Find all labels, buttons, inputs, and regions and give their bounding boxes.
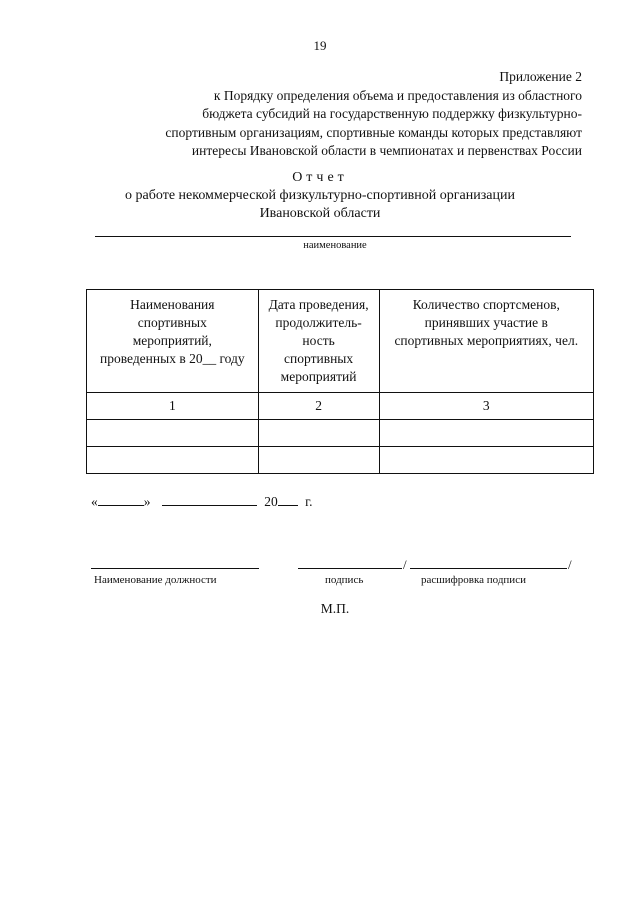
column-number: 2 (258, 393, 379, 420)
appendix-line: к Порядку определения объема и предоставления из областного (213, 87, 582, 103)
organization-name-line[interactable] (95, 236, 571, 237)
table-cell-input[interactable] (87, 447, 259, 474)
month-blank[interactable] (162, 493, 257, 506)
date-field (91, 493, 313, 510)
slash-left: / (403, 557, 407, 572)
appendix-line: спортивным организациям, спортивные команды которых представляют (165, 124, 582, 140)
signature-caption: подпись (325, 574, 364, 586)
appendix-line: бюджета субсидий на государственную поддержку физкультурно- (202, 106, 582, 121)
header-cell-date: Дата проведения, продолжитель- ность спортивных мероприятий (258, 290, 379, 393)
slash-right: / (568, 557, 572, 572)
table-row (87, 420, 594, 447)
date-close-quote: » (143, 494, 151, 509)
events-table (86, 289, 594, 474)
appendix-line: интересы Ивановской области в чемпионатах и первенствах России (191, 143, 582, 158)
table-row (87, 447, 594, 474)
date-open-quote: « (91, 494, 98, 509)
page-number: 19 (313, 38, 327, 53)
column-number: 1 (87, 393, 259, 420)
position-caption: Наименование должности (94, 574, 217, 586)
appendix-header (112, 68, 582, 161)
table-number-row (87, 393, 594, 420)
signature-line[interactable] (298, 568, 402, 569)
table-cell-input[interactable] (87, 420, 259, 447)
header-cell-events: Наименования спортивных мероприятий, проведенных в 20__ году (87, 290, 259, 393)
report-subtitle-line2: Ивановской области (259, 206, 381, 221)
table-cell-input[interactable] (258, 420, 379, 447)
organization-name-caption: наименование (303, 240, 367, 251)
day-blank[interactable] (98, 493, 144, 506)
stamp-place: М.П. (320, 601, 350, 616)
year-prefix: 20 (264, 494, 278, 509)
report-subtitle-line1: о работе некоммерческой физкультурно-спортивной организации (125, 188, 515, 203)
year-blank[interactable] (278, 493, 298, 506)
table-header-row (87, 290, 594, 393)
appendix-title: Приложение 2 (499, 69, 582, 84)
table-cell-input[interactable] (379, 420, 593, 447)
column-number: 3 (379, 393, 593, 420)
position-line[interactable] (91, 568, 259, 569)
year-suffix: г. (305, 494, 313, 509)
table-cell-input[interactable] (258, 447, 379, 474)
decoding-line[interactable] (410, 568, 567, 569)
header-cell-count: Количество спортсменов, принявших участие в спортивных мероприятиях, чел. (379, 290, 593, 393)
table-cell-input[interactable] (379, 447, 593, 474)
report-subtitle (0, 187, 640, 223)
report-title: Отчет (292, 170, 348, 185)
decoding-caption: расшифровка подписи (421, 574, 526, 586)
